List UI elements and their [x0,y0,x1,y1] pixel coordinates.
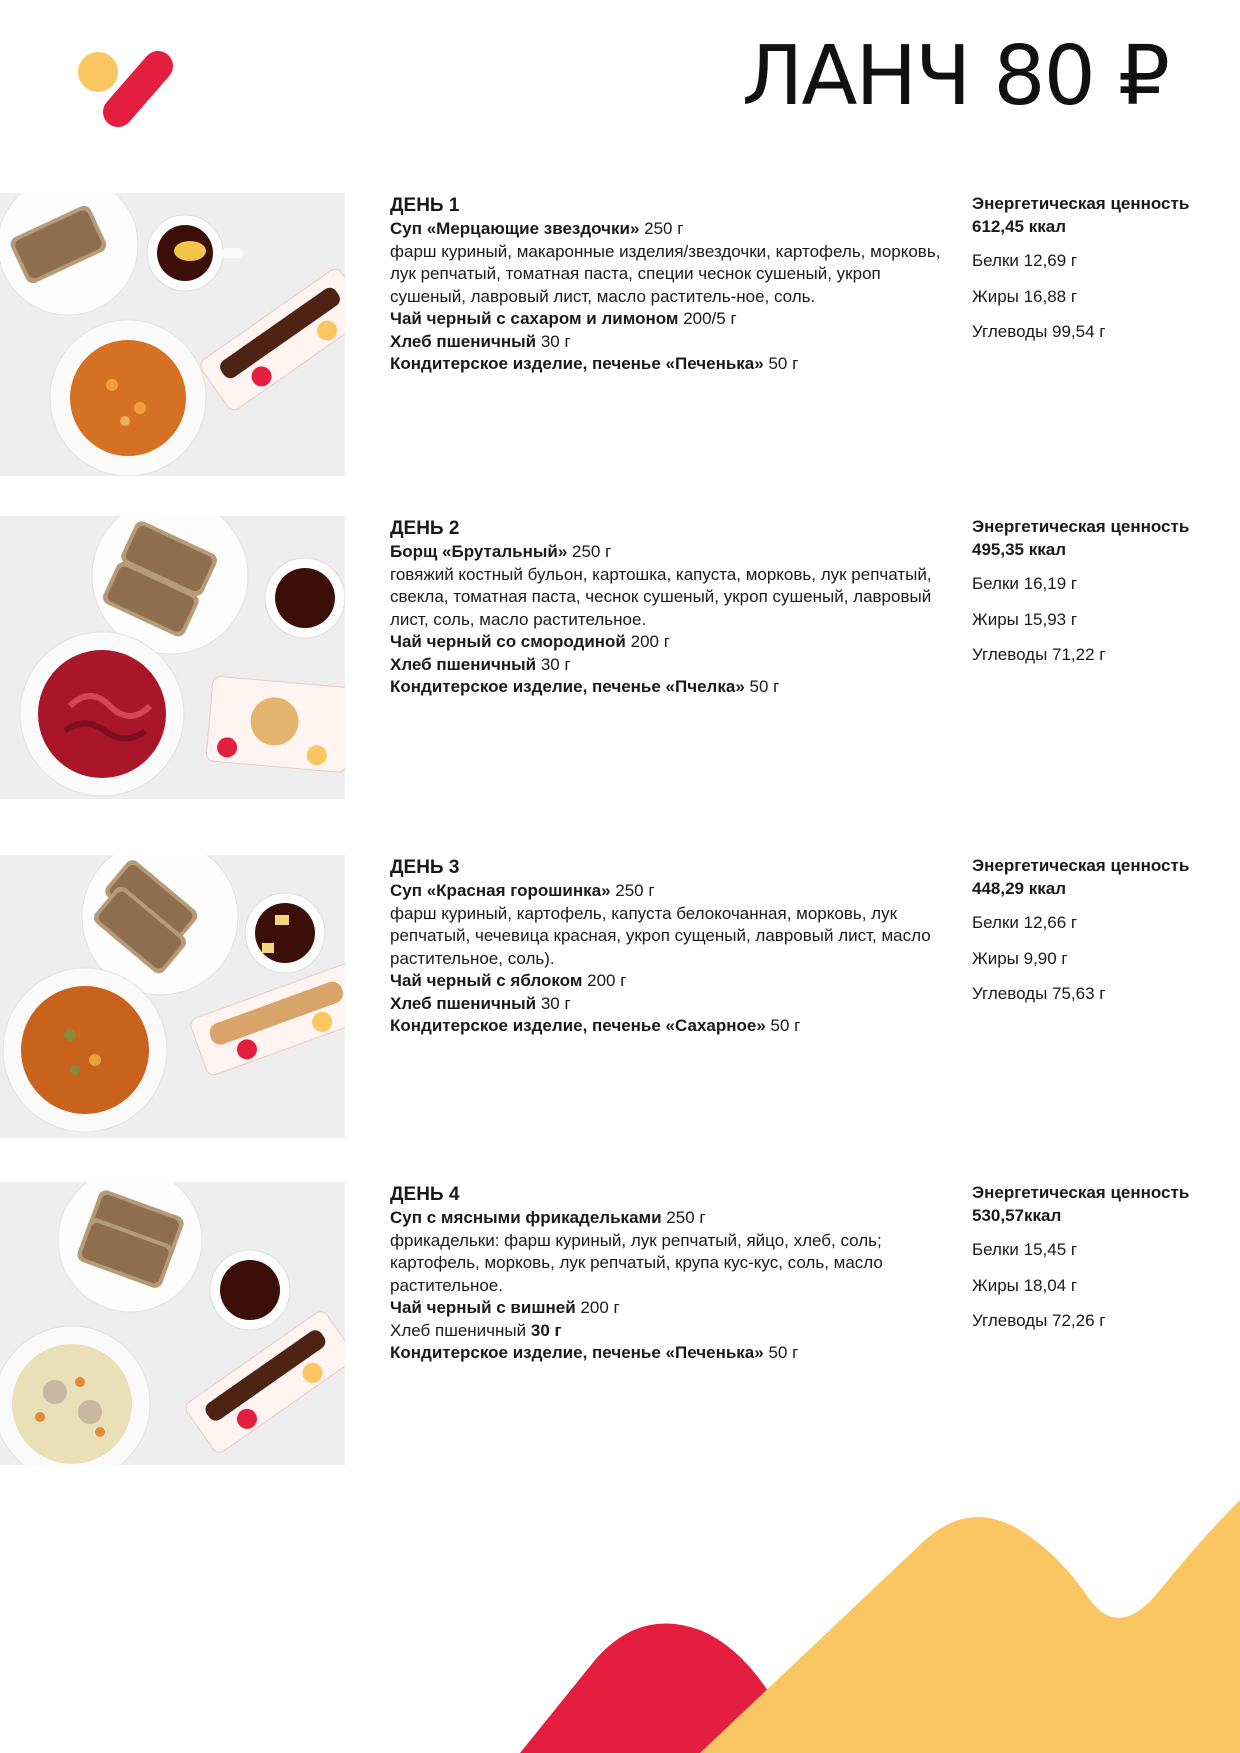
dessert-name: Кондитерское изделие, печенье «Сахарное» [390,1016,766,1035]
page-title: ЛАНЧ 80 ₽ [741,29,1168,124]
bread-name: Хлеб пшеничный [390,1320,527,1340]
soup-ingredients: фарш куриный, картофель, капуста белокочанная, морковь, лук репчатый, чечевица красная, укроп сущеный, лавровый лист, масло растительное, соль). [390,903,931,968]
soup-weight: 250 г [644,219,684,238]
day-title: ДЕНЬ 2 [390,518,460,539]
tea-name: Чай черный с яблоком [390,971,583,990]
soup-ingredients: говяжий костный бульон, картошка, капуста, морковь, лук репчатый, свекла, томатная паста, чеснок сушеный, укроп сушеный, лавровый лист, соль, масло растительное. [390,564,932,629]
bread-weight: 30 г [530,1320,562,1340]
dessert-name: Кондитерское изделие, печенье «Печенька» [390,354,764,373]
carbs-value: Углеводы 99,54 г [972,322,1106,341]
soup-name: Борщ «Брутальный» [390,542,568,561]
tea-weight: 200 г [580,1298,620,1317]
energy-value: Энергетическая ценность 448,29 ккал [972,856,1190,898]
bread-weight: 30 г [540,993,571,1013]
dessert-name: Кондитерское изделие, печенье «Печенька» [390,1343,764,1362]
day-2-nutrition [972,516,1202,680]
fat-value: Жиры 18,04 г [972,1275,1078,1295]
energy-value: Энергетическая ценность 530,57ккал [972,1183,1190,1225]
dessert-weight: 50 г [749,677,780,696]
soup-ingredients: фрикадельки: фарш куриный, лук репчатый, яйцо, хлеб, соль; картофель, морковь, лук репчатый, крупа кус-кус, соль, масло растительное. [390,1230,883,1295]
day-title: ДЕНЬ 3 [390,857,460,878]
dessert-weight: 50 г [768,354,799,373]
soup-weight: 250 г [572,542,612,561]
bread-name: Хлеб пшеничный [390,331,537,351]
soup-weight: 250 г [615,881,655,900]
tea-weight: 200/5 г [683,309,737,328]
logo-red-stroke [118,66,158,112]
day-3-nutrition [972,855,1202,1019]
decor-yellow-shape [700,1500,1240,1753]
day-2-photo [0,516,345,799]
soup-ingredients: фарш куриный, макаронные изделия/звездочки, картофель, морковь, лук репчатый, томатная паста, специи чеснок сушеный, укроп сушеный, лавровый лист, масло раститель-ное, соль. [390,241,941,306]
fat-value: Жиры 9,90 г [972,948,1068,968]
tea-name: Чай черный с вишней [390,1298,576,1317]
fat-value: Жиры 15,93 г [972,609,1078,629]
protein-value: Белки 12,69 г [972,251,1078,270]
soup-name: Суп «Красная горошинка» [390,881,611,900]
tea-name: Чай черный со смородиной [390,632,626,651]
protein-value: Белки 12,66 г [972,913,1078,932]
energy-value: Энергетическая ценность 612,45 ккал [972,194,1190,236]
bread-name: Хлеб пшеничный [390,654,537,674]
day-3-photo [0,855,345,1138]
day-1-description [390,193,950,376]
protein-value: Белки 16,19 г [972,574,1078,593]
carbs-value: Углеводы 72,26 г [972,1311,1106,1330]
dessert-weight: 50 г [768,1343,799,1362]
brand-logo [78,50,178,128]
bread-weight: 30 г [540,331,571,351]
tea-weight: 200 г [630,632,670,651]
logo-yellow-dot [78,52,118,92]
bread-name: Хлеб пшеничный [390,993,537,1013]
tea-name: Чай черный с сахаром и лимоном [390,309,679,328]
energy-value: Энергетическая ценность 495,35 ккал [972,517,1190,559]
day-1-nutrition [972,193,1202,357]
day-4-nutrition [972,1182,1202,1346]
carbs-value: Углеводы 71,22 г [972,645,1106,664]
dessert-weight: 50 г [770,1016,801,1035]
day-2-description [390,516,950,699]
soup-name: Суп «Мерцающие звездочки» [390,219,640,238]
soup-name: Суп с мясными фрикадельками [390,1208,662,1227]
fat-value: Жиры 16,88 г [972,286,1078,306]
dessert-name: Кондитерское изделие, печенье «Пчелка» [390,677,745,696]
carbs-value: Углеводы 75,63 г [972,984,1106,1003]
day-4-photo [0,1182,345,1465]
day-title: ДЕНЬ 4 [390,1184,460,1205]
day-3-description [390,855,950,1038]
day-1-photo [0,193,345,476]
protein-value: Белки 15,45 г [972,1240,1078,1259]
decor-red-shape [520,1623,800,1753]
day-title: ДЕНЬ 1 [390,195,460,216]
day-4-description [390,1182,950,1365]
bread-weight: 30 г [540,654,571,674]
tea-weight: 200 г [587,971,627,990]
soup-weight: 250 г [666,1208,706,1227]
